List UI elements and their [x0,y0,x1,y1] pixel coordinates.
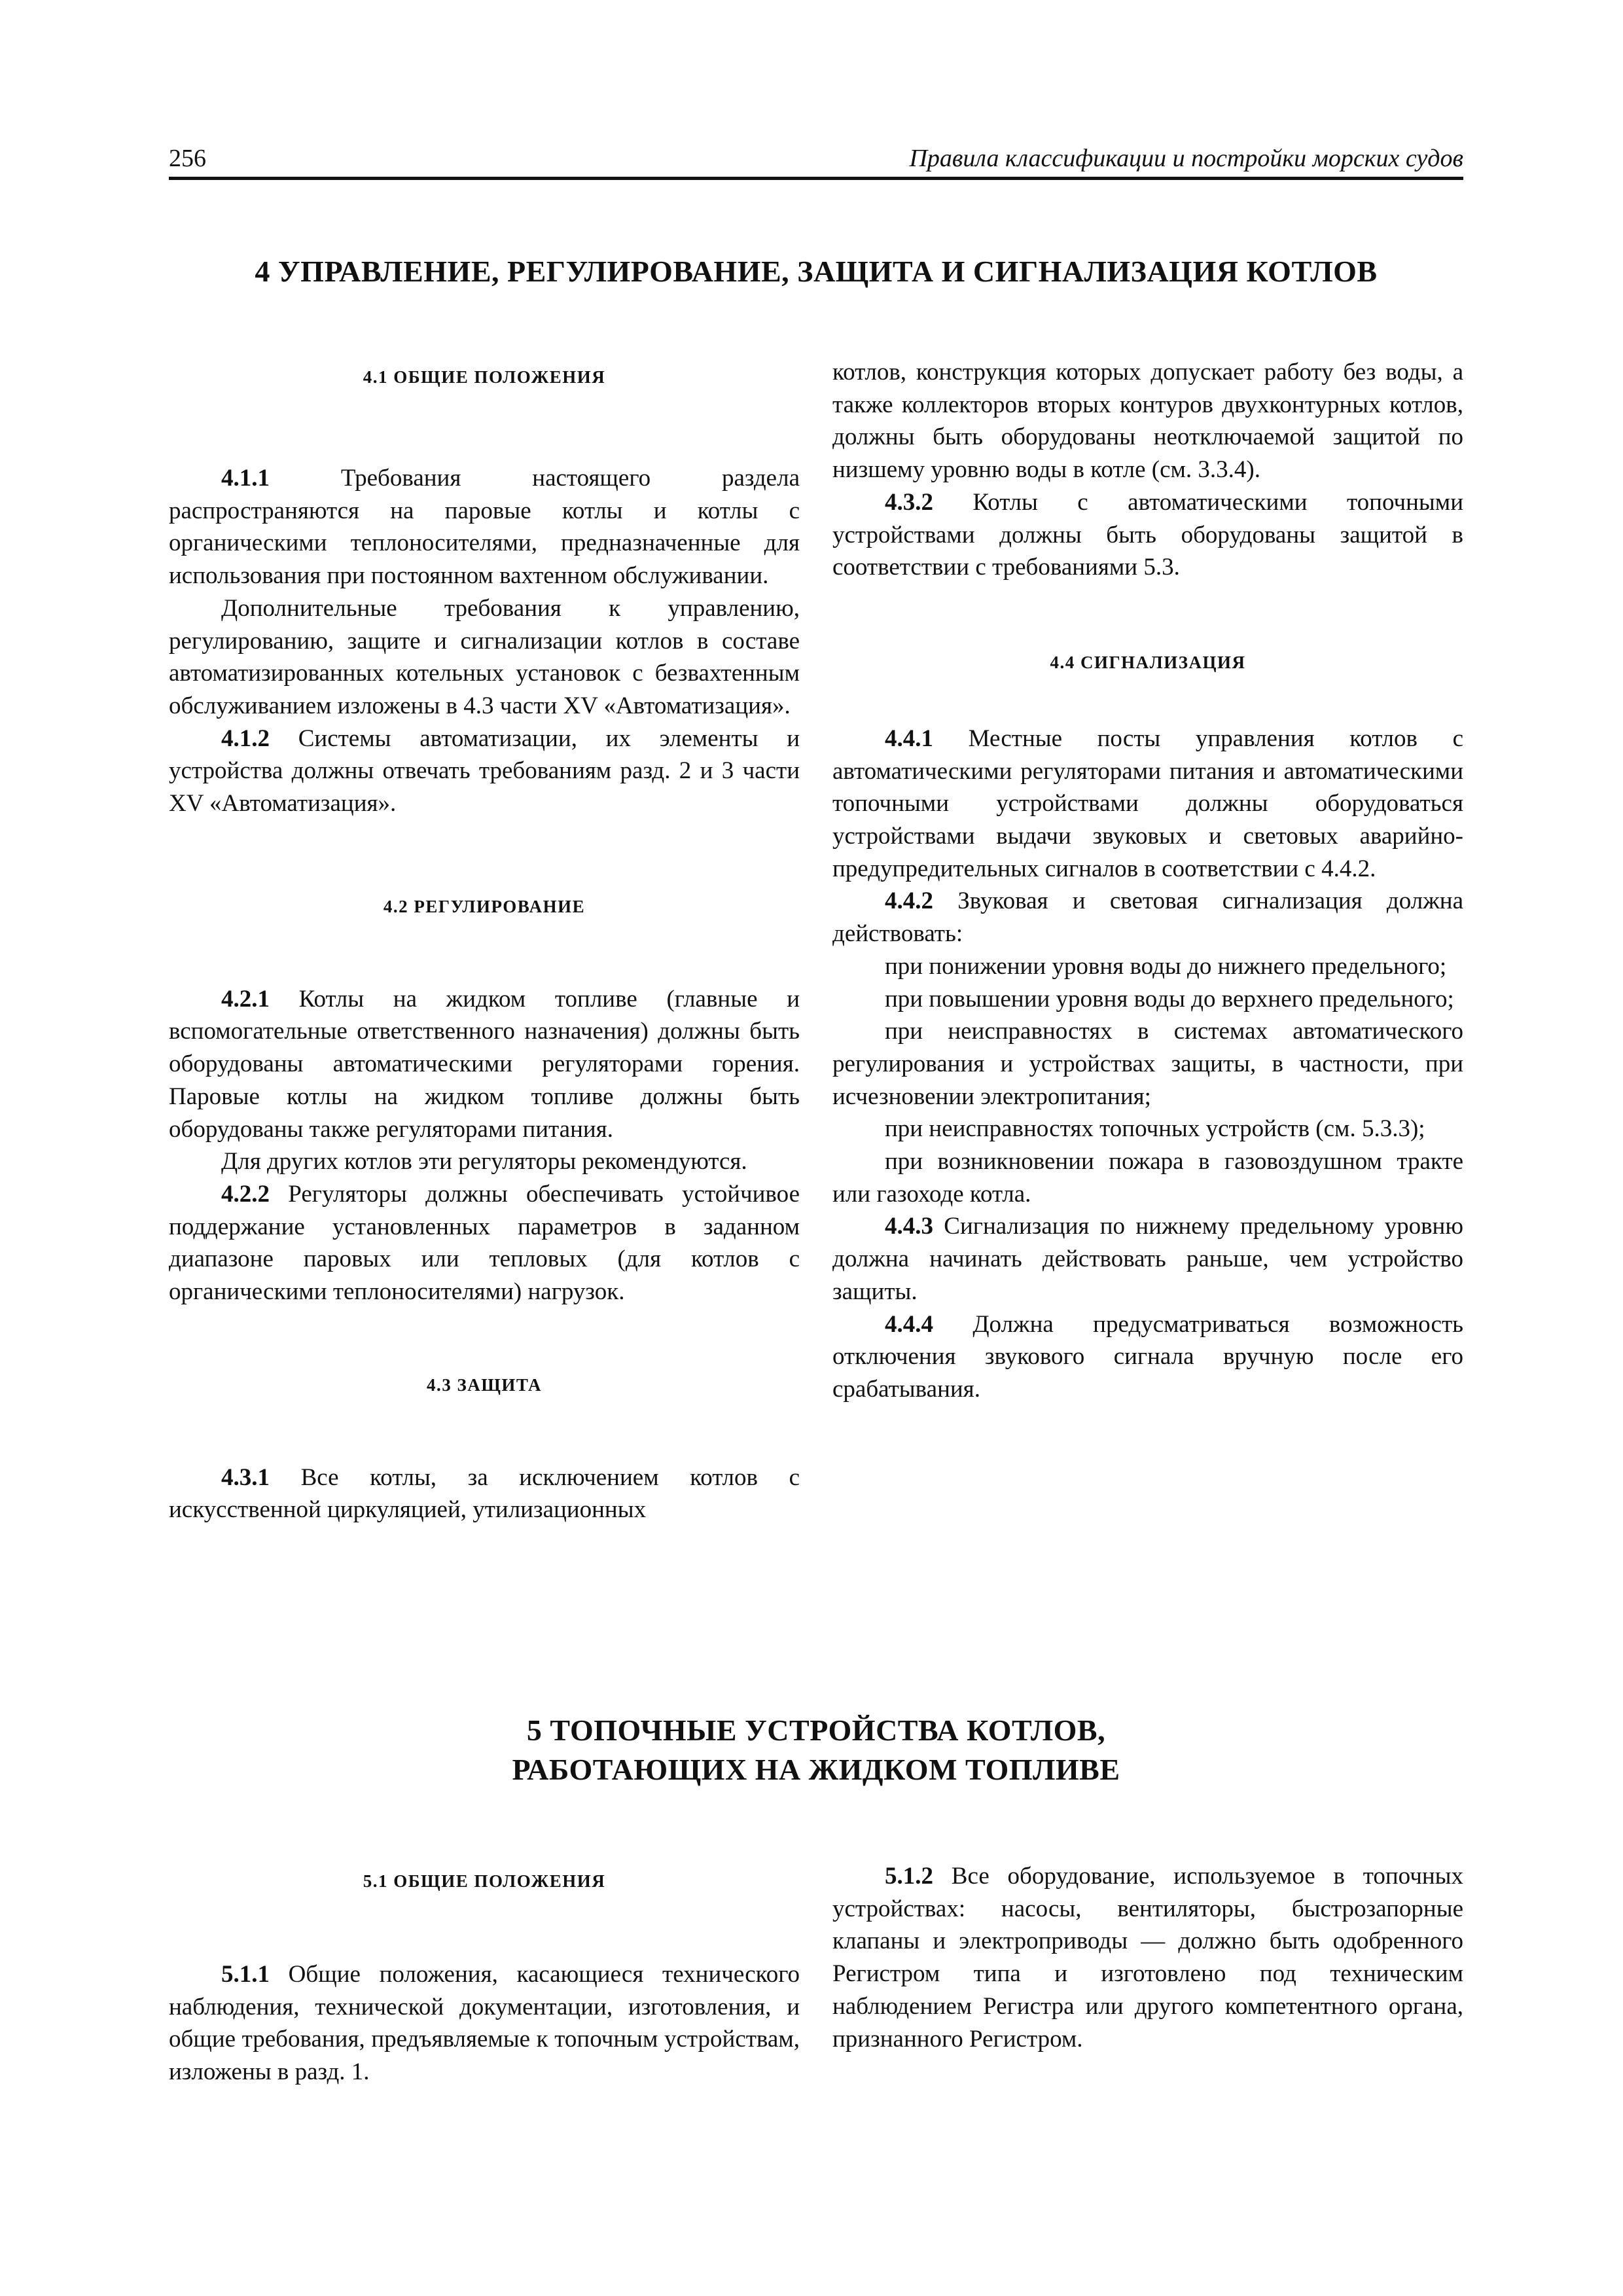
paragraph-4-4-3 [832,1210,1463,1308]
chapter-5-title-line-1: 5 ТОПОЧНЫЕ УСТРОЙСТВА КОТЛОВ, [526,1713,1106,1747]
paragraph-4-2-2-text: Регуляторы должны обеспечивать устойчивое поддержание установленных параметров в заданном диапазоне паровых или тепловых (для котлов с органическими теплоносителями) нагрузок. [169,1180,800,1306]
paragraph-4-1-2-number: 4.1.2 [221,725,270,752]
chapter-4-title: 4 УПРАВЛЕНИЕ, РЕГУЛИРОВАНИЕ, ЗАЩИТА И СИГНАЛИЗАЦИЯ КОТЛОВ [255,255,1378,288]
paragraph-4-3-1-continued: котлов, конструкция которых допускает работу без воды, а также коллекторов вторых контуров двухконтурных котлов, должны быть оборудованы неотключаемой защитой по низшему уровню воды в котле (см. 3.3.4). [832,359,1463,484]
page-header [169,143,1463,182]
paragraph-4-1-1-number: 4.1.1 [221,465,270,492]
alarm-condition-item: при возникновении пожара в газовоздушном тракте или газоходе котла. [832,1148,1463,1208]
alarm-condition-item: при повышении уровня воды до верхнего предельного; [885,985,1454,1013]
paragraph-4-2-1-text: Котлы на жидком топливе (главные и вспомогательные ответственного назначения) должны быть оборудованы автоматическими регуляторами горения. Паровые котлы на жидком топливе должны быть оборудованы также регуляторами питания. [169,985,800,1143]
alarm-condition-item: при неисправностях топочных устройств (см. 5.3.3); [885,1115,1425,1143]
chapter-5-title-line-2: РАБОТАЮЩИХ НА ЖИДКОМ ТОПЛИВЕ [512,1753,1120,1786]
paragraph-4-1-2 [169,723,800,820]
paragraph-4-4-2-text: Звуковая и световая сигнализация должна действовать: [832,888,1463,948]
paragraph-4-3-1 [169,1462,800,1526]
chapter-5-title [169,1711,1463,1789]
running-title: Правила классификации и постройки морских судов [909,145,1463,172]
paragraph-4-4-4 [832,1308,1463,1406]
paragraph-4-1-1-text: Требования настоящего раздела распространяются на паровые котлы и котлы с органическими теплоносителями, предназначенные для использования при постоянном вахтенном обслуживании. [169,465,800,590]
paragraph-4-4-2 [832,885,1463,950]
paragraph-4-2-2 [169,1178,800,1308]
paragraph-5-1-1 [169,1958,800,2089]
paragraph-4-4-1-number: 4.4.1 [885,725,933,752]
paragraph-4-1-1 [169,462,800,592]
section-4-1-heading: 4.1 ОБЩИЕ ПОЛОЖЕНИЯ [363,367,606,387]
alarm-condition-item: при понижении уровня воды до нижнего предельного; [885,952,1447,980]
paragraph-4-3-2-number: 4.3.2 [885,488,933,516]
alarm-condition-item: при неисправностях в системах автоматического регулирования и устройствах защиты, в частности, при исчезновении электропитания; [832,1018,1463,1110]
paragraph-4-2-1-additional: Для других котлов эти регуляторы рекомендуются. [221,1148,747,1175]
paragraph-4-2-2-number: 4.2.2 [221,1180,270,1208]
paragraph-4-4-3-number: 4.4.3 [885,1213,933,1240]
page-number: 256 [169,145,206,172]
section-4-3-heading: 4.3 ЗАЩИТА [426,1374,543,1395]
paragraph-4-3-1-text: Все котлы, за исключением котлов с искусственной циркуляцией, утилизационных [169,1463,800,1524]
section-4-2-heading: 4.2 РЕГУЛИРОВАНИЕ [383,896,586,916]
paragraph-4-4-1 [832,723,1463,886]
section-5-1-heading: 5.1 ОБЩИЕ ПОЛОЖЕНИЯ [363,1871,606,1891]
paragraph-4-4-2-number: 4.4.2 [885,888,933,915]
paragraph-4-4-3-text: Сигнализация по нижнему предельному уровню должна начинать действовать раньше, чем устройство защиты. [832,1213,1463,1305]
paragraph-4-4-4-number: 4.4.4 [885,1310,933,1338]
chapter-4-left-column [169,364,800,1526]
paragraph-4-1-2-text: Системы автоматизации, их элементы и устройства должны отвечать требованиям разд. 2 и 3 части XV «Автоматизация». [169,725,800,817]
paragraph-5-1-2-text: Все оборудование, используемое в топочных устройствах: насосы, вентиляторы, быстрозапорные клапаны и электроприводы — должно быть одобренного Регистром типа и изготовлено под техническим наблюдением Регистра или другого компетентного органа, признанного Регистром. [832,1863,1463,2053]
paragraph-4-2-1-number: 4.2.1 [221,985,270,1013]
paragraph-5-1-1-number: 5.1.1 [221,1961,270,1988]
paragraph-4-3-2-text: Котлы с автоматическими топочными устройствами должны быть оборудованы защитой в соответствии с требованиями 5.3. [832,488,1463,581]
section-4-4-heading: 4.4 СИГНАЛИЗАЦИЯ [1050,652,1246,672]
paragraph-4-3-2 [832,486,1463,584]
chapter-5-left-column [169,1868,800,2089]
header-rule [169,177,1463,180]
paragraph-4-4-4-text: Должна предусматриваться возможность отключения звукового сигнала вручную после его срабатывания. [832,1310,1463,1403]
paragraph-4-2-1 [169,983,800,1146]
paragraph-4-4-1-text: Местные посты управления котлов с автоматическими регуляторами питания и автоматическими топочными устройствами должны оборудоваться устройствами выдачи звуковых и световых аварийно-предупредительных сигналов в соответствии с 4.4.2. [832,725,1463,882]
paragraph-5-1-2 [832,1860,1463,2055]
paragraph-5-1-2-number: 5.1.2 [885,1863,933,1890]
paragraph-4-1-1-additional: Дополнительные требования к управлению, регулированию, защите и сигнализации котлов в составе автоматизированных котельных установок с безвахтенным обслуживанием изложены в 4.3 части XV «Автоматизация». [169,594,800,719]
paragraph-5-1-1-text: Общие положения, касающиеся технического наблюдения, технической документации, изготовления, и общие требования, предъявляемые к топочным устройствам, изложены в разд. 1. [169,1961,800,2086]
chapter-5-right-column [832,1860,1463,2055]
chapter-4-right-column [832,356,1463,1406]
paragraph-4-3-1-number: 4.3.1 [221,1463,270,1491]
